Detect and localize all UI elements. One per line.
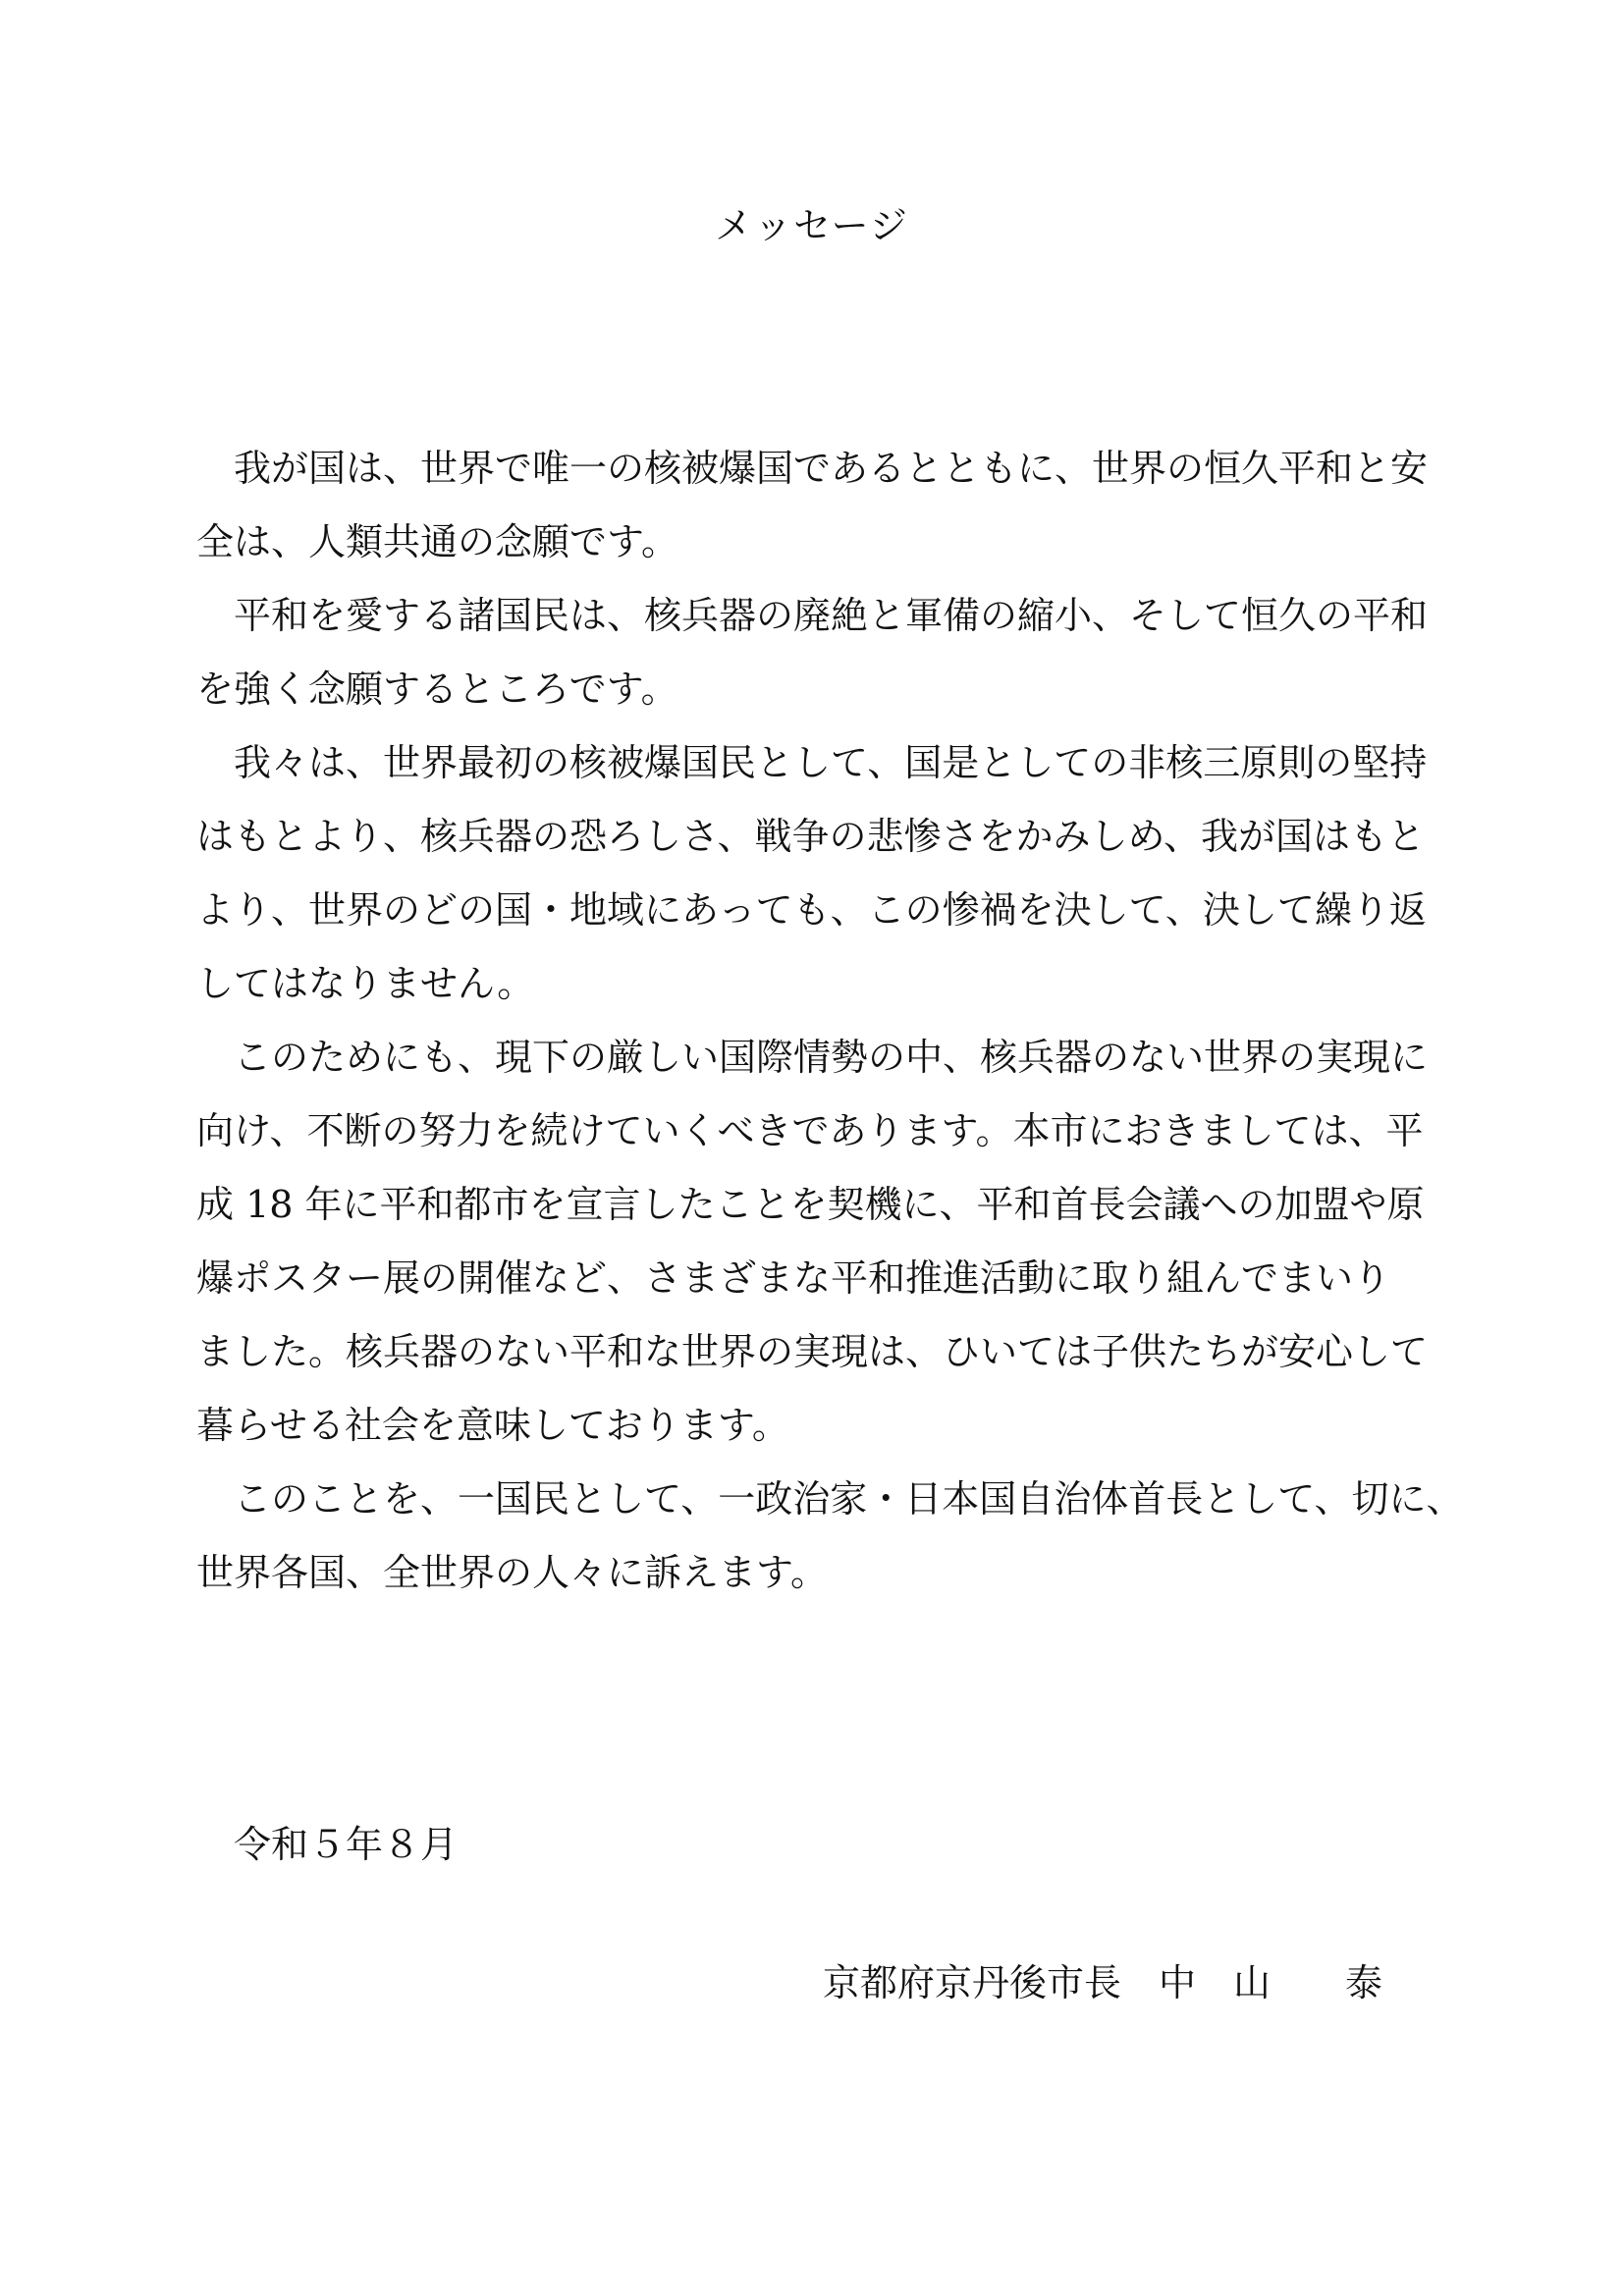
paragraph-line: 成 18 年に平和都市を宣言したことを契機に、平和首長会議への加盟や原 [196,1183,1425,1226]
paragraph-2 [196,579,1453,726]
paragraph-line: 我が国は、世界で唯一の核被爆国であるとともに、世界の恒久平和と安 [234,447,1429,490]
paragraph-line: 暮らせる社会を意味しております。 [196,1404,789,1447]
paragraph-line: を強く念願するところです。 [196,667,678,711]
paragraph-3 [196,726,1453,1021]
signature-line: 京都府京丹後市長 中 山 泰 [823,1961,1383,2004]
paragraph-line: 世界各国、全世界の人々に訴えます。 [196,1551,828,1594]
paragraph-line: より、世界のどの国・地域にあっても、この惨禍を決して、決して繰り返 [196,888,1427,932]
paragraph-line: このことを、一国民として、一政治家・日本国自治体首長として、切に、 [234,1477,1464,1521]
paragraph-line: このためにも、現下の厳しい国際情勢の中、核兵器のない世界の実現に [234,1036,1429,1079]
paragraph-1 [196,432,1453,579]
paragraph-5 [196,1463,1464,1610]
paragraph-line: 爆ポスター展の開催など、さまざまな平和推進活動に取り組んでまいり [196,1256,1391,1300]
paragraph-line: 平和を愛する諸国民は、核兵器の廃絶と軍備の縮小、そして恒久の平和 [234,594,1429,637]
paragraph-line: 我々は、世界最初の核被爆国民として、国是としての非核三原則の堅持 [234,741,1428,784]
document-title: メッセージ [715,204,909,247]
document-date: 令和５年８月 [234,1823,459,1866]
paragraph-line: ました。核兵器のない平和な世界の実現は、ひいては子供たちが安心して [196,1330,1429,1373]
paragraph-4 [196,1021,1453,1463]
message-body [196,432,1464,1610]
paragraph-line: 向け、不断の努力を続けていくべきであります。本市におきましては、平 [196,1109,1424,1152]
paragraph-line: してはなりません。 [196,962,535,1005]
paragraph-line: はもとより、核兵器の恐ろしさ、戦争の悲惨さをかみしめ、我が国はもと [196,815,1425,858]
paragraph-line: 全は、人類共通の念願です。 [196,520,678,563]
